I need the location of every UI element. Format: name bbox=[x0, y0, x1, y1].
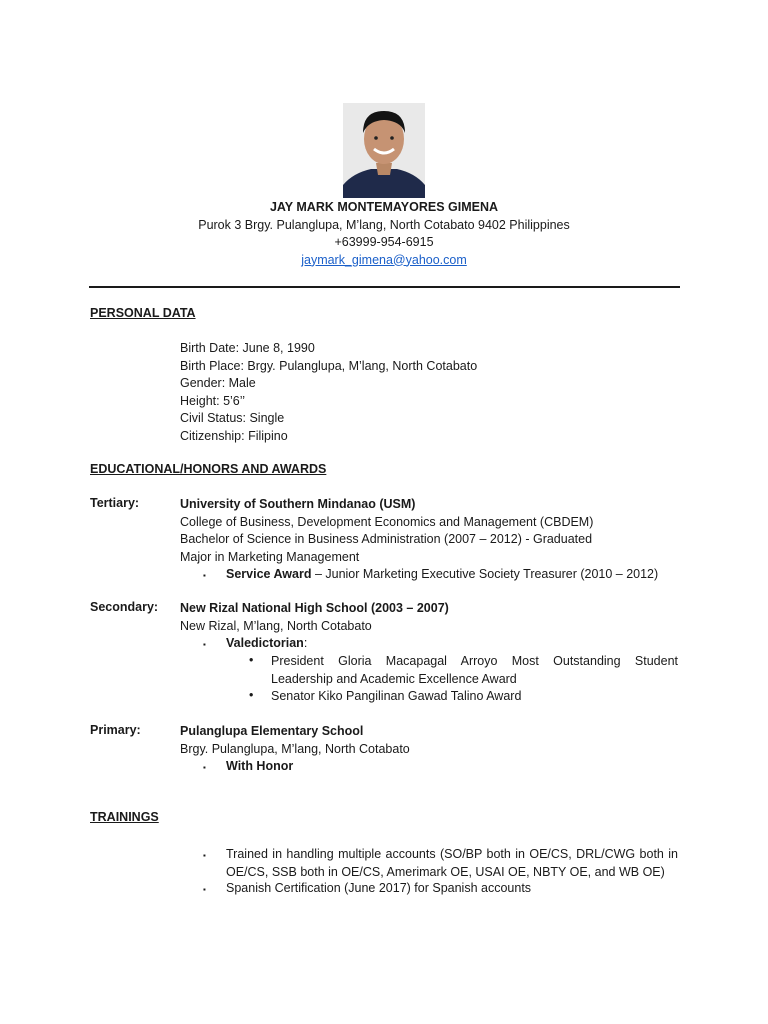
tertiary-degree: Bachelor of Science in Business Administration (2007 – 2012) - Graduated bbox=[180, 532, 593, 546]
valedictorian-honor bbox=[226, 635, 307, 653]
round-bullet-icon: • bbox=[249, 688, 254, 702]
address: Purok 3 Brgy. Pulanglupa, M’lang, North Cotabato 9402 Philippines bbox=[198, 217, 570, 232]
secondary-location: New Rizal, M’lang, North Cotabato bbox=[180, 618, 372, 633]
service-award-detail: – Junior Marketing Executive Society Treasurer (2010 – 2012) bbox=[311, 567, 659, 581]
tertiary-school: University of Southern Mindanao (USM) bbox=[180, 497, 416, 511]
trainings-heading: TRAININGS bbox=[90, 810, 159, 824]
with-honor: With Honor bbox=[226, 759, 294, 773]
primary-location: Brgy. Pulanglupa, M’lang, North Cotabato bbox=[180, 741, 410, 756]
valedictorian-colon: : bbox=[303, 636, 308, 650]
tertiary-award bbox=[226, 566, 658, 584]
square-bullet-icon: ▪ bbox=[203, 571, 206, 580]
secondary-label: Secondary: bbox=[90, 600, 159, 614]
award-pgma-line1: President Gloria Macapagal Arroyo Most Outstanding Student bbox=[271, 654, 678, 668]
height: Height: 5’6’’ bbox=[180, 393, 246, 408]
training-spanish-cert: Spanish Certification (June 2017) for Spanish accounts bbox=[226, 881, 532, 895]
service-award-title: Service Award bbox=[226, 567, 312, 581]
civil-status: Civil Status: Single bbox=[180, 411, 285, 425]
education-heading: EDUCATIONAL/HONORS AND AWARDS bbox=[90, 462, 327, 476]
tertiary-college: College of Business, Development Economics and Management (CBDEM) bbox=[180, 514, 594, 529]
award-pgma-line2: Leadership and Academic Excellence Award bbox=[271, 671, 517, 686]
primary-label: Primary: bbox=[90, 723, 141, 737]
tertiary-details bbox=[180, 496, 680, 566]
applicant-name: JAY MARK MONTEMAYORES GIMENA bbox=[269, 200, 499, 214]
round-bullet-icon: • bbox=[249, 653, 254, 667]
tertiary-major: Major in Marketing Management bbox=[180, 549, 360, 564]
personal-data-list bbox=[180, 340, 477, 445]
secondary-details bbox=[180, 600, 449, 635]
header-divider bbox=[89, 286, 680, 288]
square-bullet-icon: ▪ bbox=[203, 763, 206, 772]
personal-data-heading: PERSONAL DATA bbox=[90, 306, 196, 320]
contact-header bbox=[0, 199, 768, 269]
profile-photo bbox=[343, 103, 425, 198]
square-bullet-icon: ▪ bbox=[203, 885, 206, 894]
birth-place: Birth Place: Brgy. Pulanglupa, M’lang, North Cotabato bbox=[180, 358, 478, 373]
person-portrait-icon bbox=[343, 103, 425, 198]
gender: Gender: Male bbox=[180, 376, 256, 390]
award-pgma bbox=[271, 653, 678, 688]
training-multiple-accounts bbox=[226, 846, 678, 881]
birth-date: Birth Date: June 8, 1990 bbox=[180, 341, 315, 355]
award-gawad-talino: Senator Kiko Pangilinan Gawad Talino Award bbox=[271, 689, 522, 703]
phone-number: +63999-954-6915 bbox=[334, 235, 434, 249]
square-bullet-icon: ▪ bbox=[203, 851, 206, 860]
secondary-school: New Rizal National High School (2003 – 2007) bbox=[180, 601, 449, 615]
primary-school: Pulanglupa Elementary School bbox=[180, 724, 364, 738]
square-bullet-icon: ▪ bbox=[203, 640, 206, 649]
valedictorian-title: Valedictorian bbox=[226, 636, 304, 650]
tertiary-label: Tertiary: bbox=[90, 496, 140, 510]
primary-details bbox=[180, 723, 410, 758]
email-link[interactable]: jaymark_gimena@yahoo.com bbox=[301, 252, 467, 267]
training-item1-line1: Trained in handling multiple accounts (SO/BP both in OE/CS, DRL/CWG both in bbox=[226, 847, 678, 861]
citizenship: Citizenship: Filipino bbox=[180, 428, 288, 443]
training-item1-line2: OE/CS, SSB both in OE/CS, Amerimark OE, USAI OE, NBTY OE, and WB OE) bbox=[226, 864, 665, 879]
